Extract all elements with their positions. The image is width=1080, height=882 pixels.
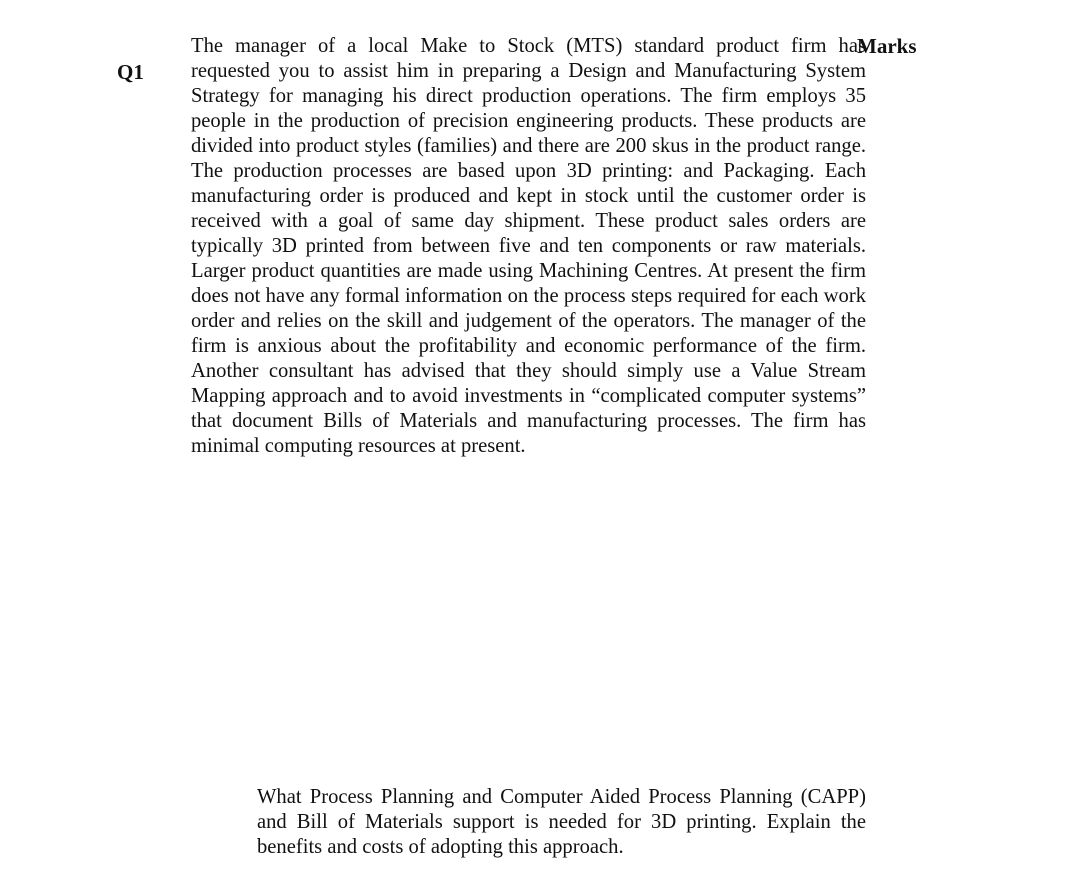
question-number: Q1 <box>117 60 144 84</box>
scenario-paragraph: The manager of a local Make to Stock (MTS) standard product firm has requested you to assist him in preparing a Design and Manufacturing System Strategy for managing his direct production operations. The firm employs 35 people in the production of precision engineering products. These products are divided into product styles (families) and there are 200 skus in the product range. The production processes are based upon 3D printing: and Packaging. Each manufacturing order is produced and kept in stock until the customer order is received with a goal of same day shipment. These product sales orders are typically 3D printed from between five and ten components or raw materials. Larger product quantities are made using Machining Centres. At present the firm does not have any formal information on the process steps required for each work order and relies on the skill and judgement of the operators. The manager of the firm is anxious about the profitability and economic performance of the firm. Another consultant has advised that they should simply use a Value Stream Mapping approach and to avoid investments in “complicated computer systems” that document Bills of Materials and manufacturing processes. The firm has minimal computing resources at present. <box>191 35 866 457</box>
task-paragraph: What Process Planning and Computer Aided Process Planning (CAPP) and Bill of Materials support is needed for 3D printing. Explain the benefits and costs of adopting this approach. <box>257 786 866 858</box>
marks-header: Marks <box>857 34 917 58</box>
